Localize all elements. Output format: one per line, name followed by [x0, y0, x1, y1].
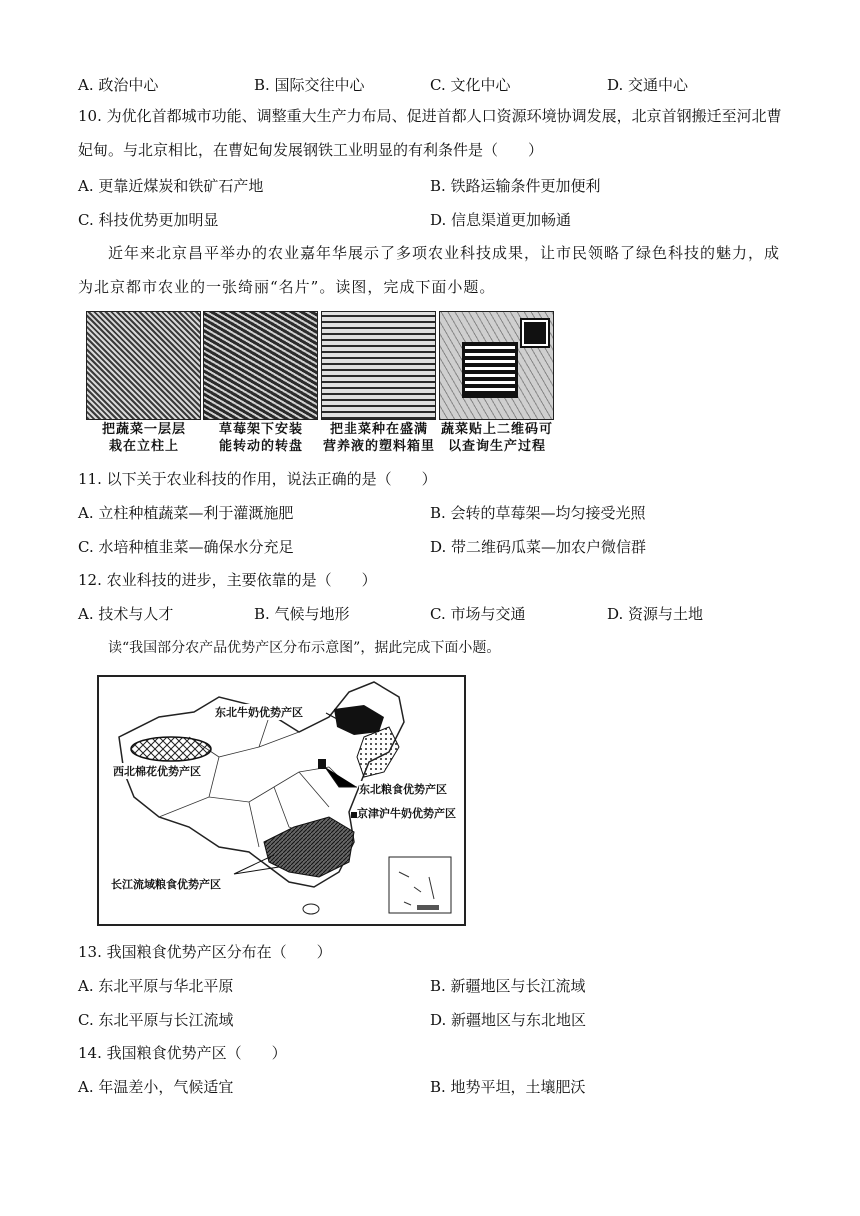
photo-column-vegetables — [86, 311, 201, 420]
q14-option-a[interactable]: A. 年温差小，气候适宜 — [78, 1078, 234, 1096]
photo-hydroponic-leek — [321, 311, 436, 420]
q9-option-a[interactable]: A. 政治中心 — [78, 76, 159, 94]
q13-stem: 13. 我国粮食优势产区分布在（ ） — [78, 943, 332, 961]
q11-option-c[interactable]: C. 水培种植韭菜—确保水分充足 — [78, 538, 294, 556]
intro-map: 读“我国部分农产品优势产区分布示意图”，据此完成下面小题。 — [108, 640, 501, 656]
q10-option-c[interactable]: C. 科技优势更加明显 — [78, 211, 219, 229]
label-jjh-milk: 京津沪牛奶优势产区 — [357, 807, 456, 820]
q14-stem: 14. 我国粮食优势产区（ ） — [78, 1044, 287, 1062]
q14-option-b[interactable]: B. 地势平坦，土壤肥沃 — [430, 1078, 586, 1096]
q13-option-b[interactable]: B. 新疆地区与长江流域 — [430, 977, 586, 995]
q12-stem: 12. 农业科技的进步，主要依靠的是（ ） — [78, 571, 377, 589]
label-yangtze-grain: 长江流域粮食优势产区 — [111, 878, 221, 891]
photo-caption: 蔬菜贴上二维码可 以查询生产过程 — [440, 422, 553, 454]
agri-region-map — [97, 675, 466, 926]
q10-option-a[interactable]: A. 更靠近煤炭和铁矿石产地 — [78, 177, 264, 195]
photo-caption: 把韭菜种在盛满 营养液的塑料箱里 — [322, 422, 435, 454]
q10-option-b[interactable]: B. 铁路运输条件更加便利 — [430, 177, 601, 195]
q12-option-a[interactable]: A. 技术与人才 — [78, 605, 174, 623]
q9-option-b[interactable]: B. 国际交往中心 — [254, 76, 365, 94]
label-nw-cotton: 西北棉花优势产区 — [113, 765, 201, 778]
photo-caption: 把蔬菜一层层 栽在立柱上 — [101, 422, 186, 454]
q10-stem: 10. 为优化首都城市功能、调整重大生产力布局、促进首都人口资源环境协调发展，北京首钢搬迁至河北曹妃甸。与北京相比，在曹妃甸发展钢铁工业明显的有利条件是（ ） — [78, 107, 782, 159]
q11-option-d[interactable]: D. 带二维码瓜菜—加农户微信群 — [430, 538, 647, 556]
q13-option-d[interactable]: D. 新疆地区与东北地区 — [430, 1011, 587, 1029]
qr-code-small-icon — [522, 320, 548, 346]
photo-strawberry-turntable — [203, 311, 318, 420]
intro-agri-carnival: 近年来北京昌平举办的农业嘉年华展示了多项农业科技成果，让市民领略了绿色科技的魅力，成为北京都市农业的一张绮丽“名片”。读图，完成下面小题。 — [78, 244, 781, 296]
q9-option-c[interactable]: C. 文化中心 — [430, 76, 511, 94]
q11-option-b[interactable]: B. 会转的草莓架—均匀接受光照 — [430, 504, 646, 522]
q11-option-a[interactable]: A. 立柱种植蔬菜—利于灌溉施肥 — [78, 504, 294, 522]
q9-option-d[interactable]: D. 交通中心 — [607, 76, 689, 94]
q10-option-d[interactable]: D. 信息渠道更加畅通 — [430, 211, 572, 229]
q12-option-d[interactable]: D. 资源与土地 — [607, 605, 704, 623]
q13-option-a[interactable]: A. 东北平原与华北平原 — [78, 977, 234, 995]
q12-option-c[interactable]: C. 市场与交通 — [430, 605, 526, 623]
q13-option-c[interactable]: C. 东北平原与长江流域 — [78, 1011, 234, 1029]
photo-qr-vegetable — [439, 311, 554, 420]
label-ne-milk: 东北牛奶优势产区 — [215, 706, 303, 719]
photo-caption: 草莓架下安装 能转动的转盘 — [218, 422, 303, 454]
label-ne-grain: 东北粮食优势产区 — [359, 783, 447, 796]
qr-code-icon — [462, 342, 518, 398]
q11-stem: 11. 以下关于农业科技的作用，说法正确的是（ ） — [78, 470, 437, 488]
agri-tech-photos — [86, 311, 553, 457]
q12-option-b[interactable]: B. 气候与地形 — [254, 605, 350, 623]
